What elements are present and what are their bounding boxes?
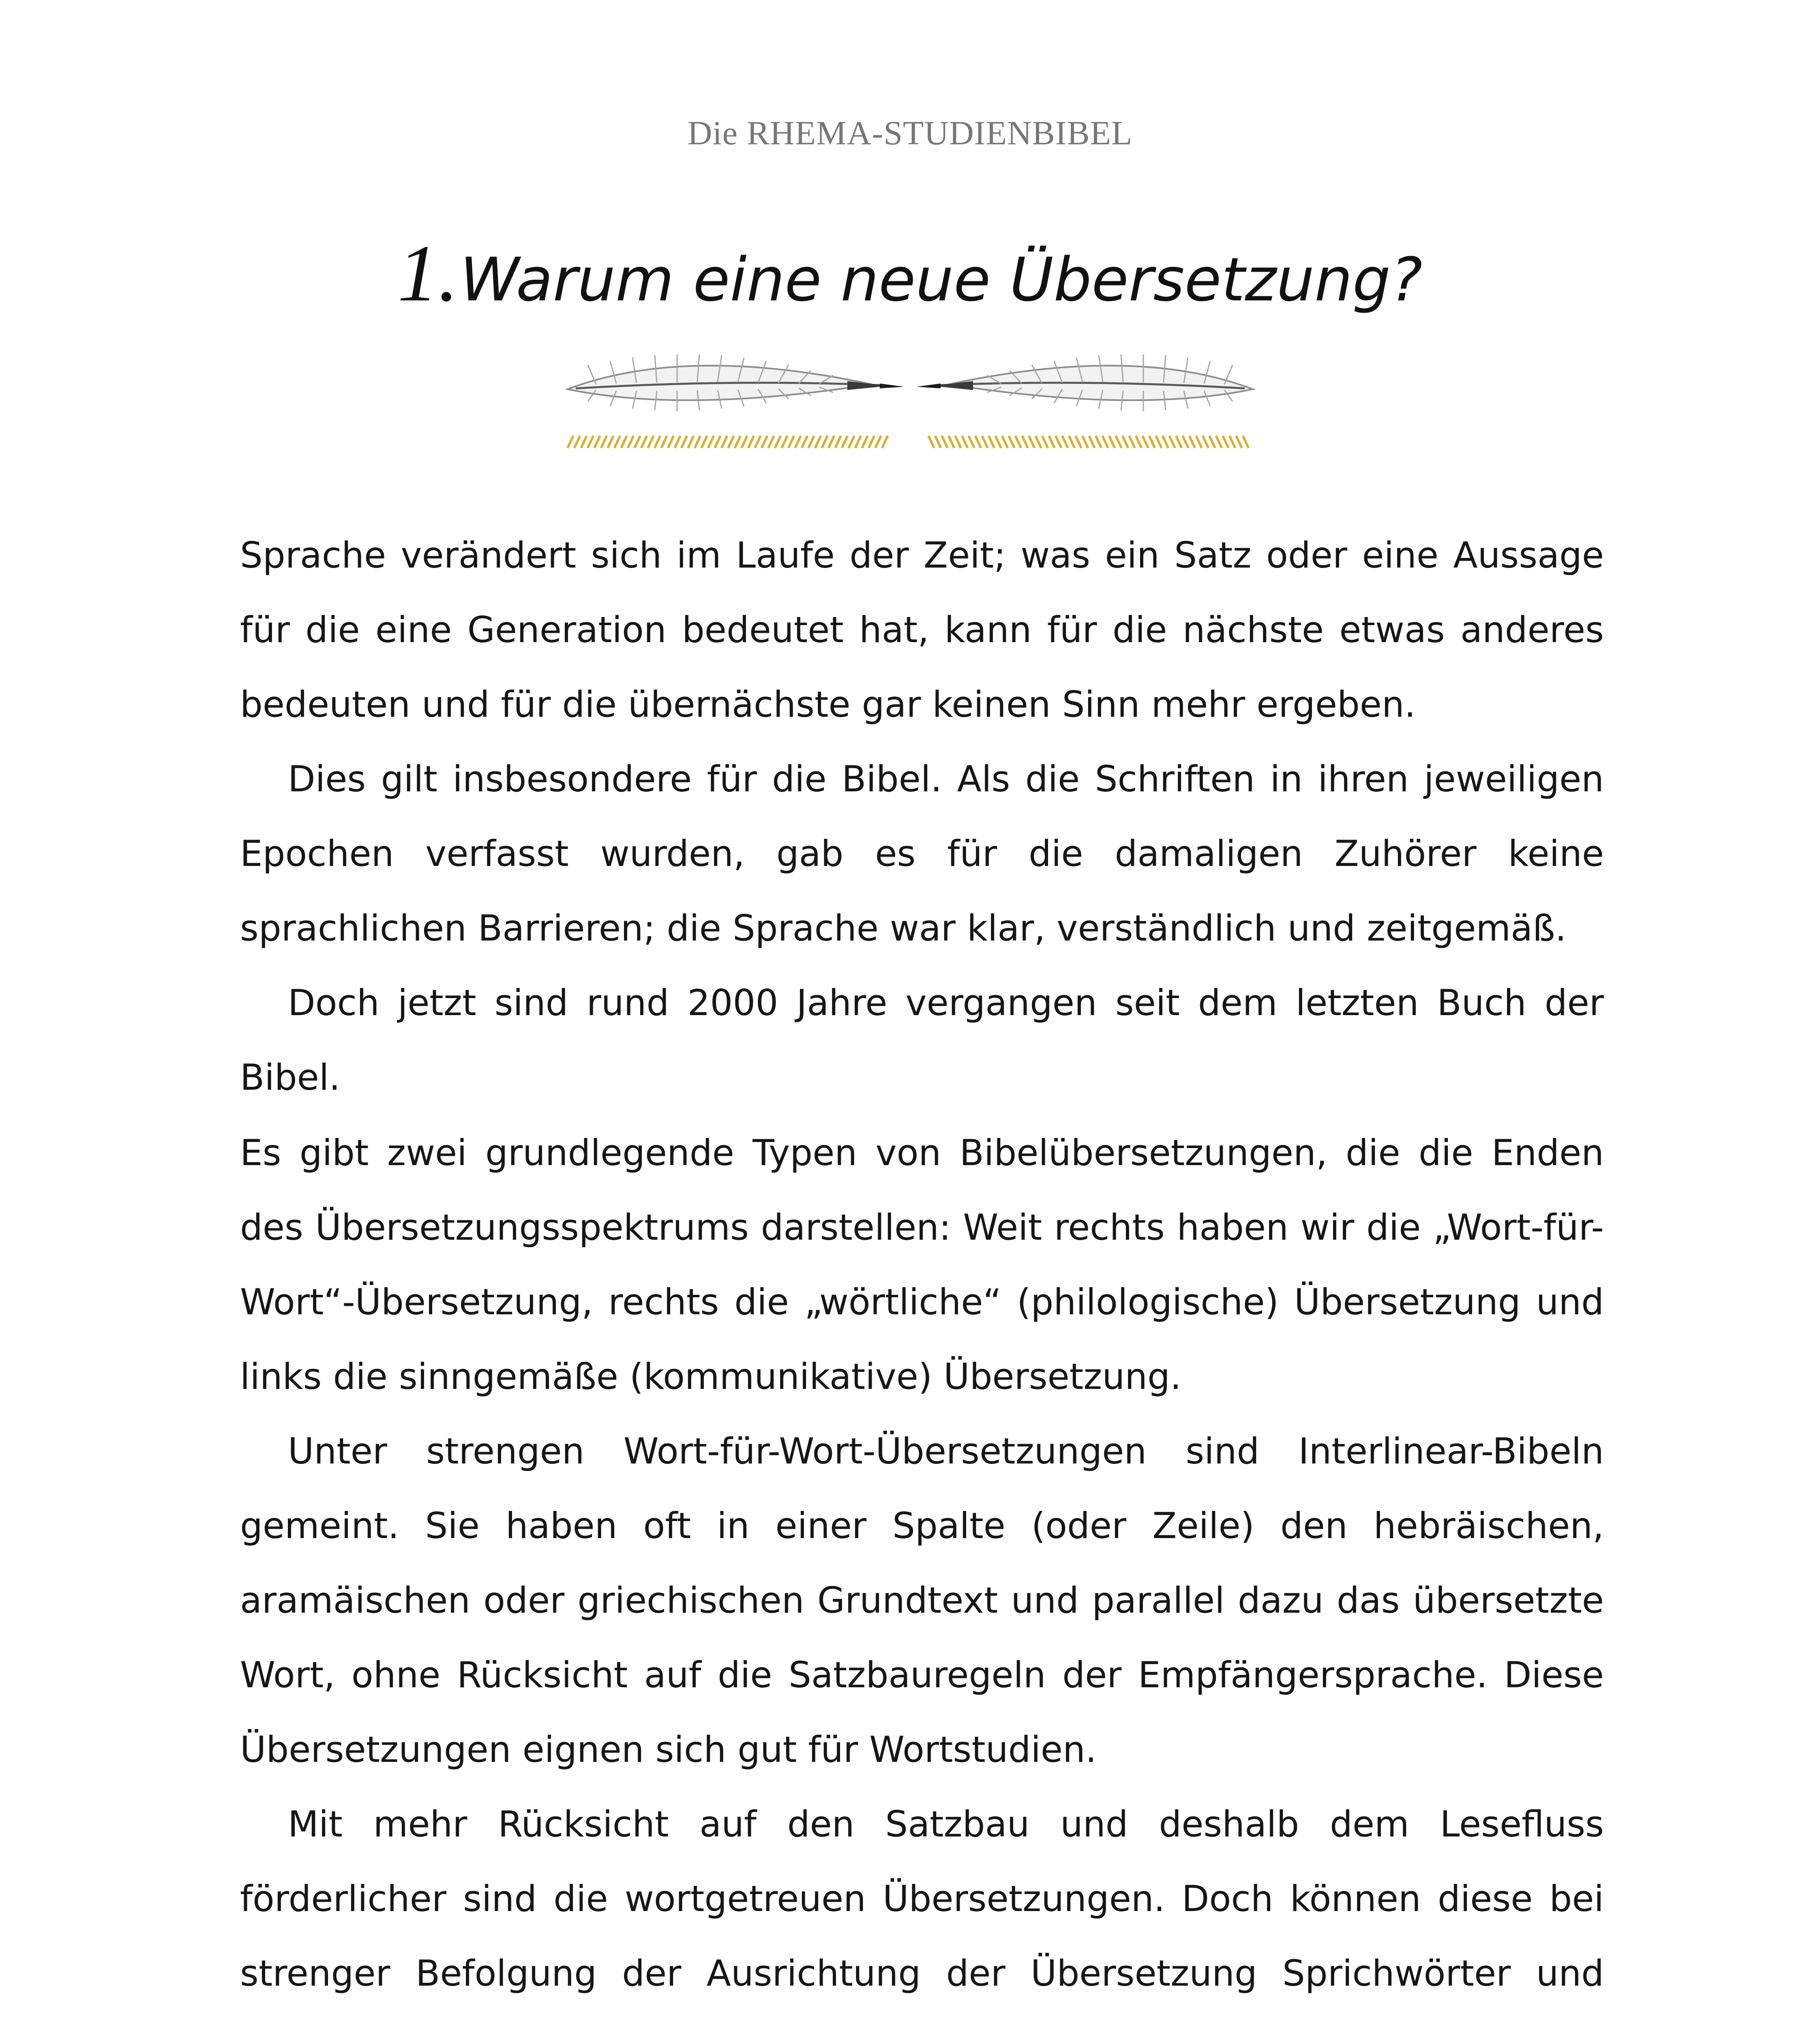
paragraph: Unter strengen Wort-für-Wort-Übersetzungen sind Interlinear-Bibeln gemeint. Sie haben oft in einer Spalte (oder Zeile) den hebräischen, aramäischen oder griechischen Grundtext und parallel dazu das übersetzte Wort, ohne Rücksicht auf die Satzbauregeln der Empfängersprache. Diese Übersetzungen eignen sich gut für Wortstudien. xyxy=(240,1430,1604,1770)
paragraph: Doch jetzt sind rund 2000 Jahre vergangen seit dem letzten Buch der Bibel. xyxy=(240,982,1604,1098)
hatch-right-icon xyxy=(928,436,1249,448)
running-header: Die RHEMA-STUDIENBIBEL xyxy=(687,114,1133,152)
section-one xyxy=(240,518,1604,1115)
feather-divider-icon xyxy=(564,336,1257,454)
section-two xyxy=(240,1116,1604,2027)
chapter-number: 1. xyxy=(397,229,459,318)
paragraph: Mit mehr Rücksicht auf den Satzbau und deshalb dem Lesefluss förderlicher sind die wortgetreuen Übersetzungen. Doch können diese bei strenger Befolgung der Ausrichtung der Übersetzung Sprichwörter und xyxy=(240,1803,1604,1994)
paragraph: Sprache verändert sich im Laufe der Zeit; was ein Satz oder eine Aussage für die eine Generation bedeutet hat, kann für die nächste etwas anderes bedeuten und für die übernächste gar keinen Sinn mehr ergeben. xyxy=(240,534,1604,725)
paragraph: Es gibt zwei grundlegende Typen von Bibelübersetzungen, die die Enden des Übersetzungsspektrums darstellen: Weit rechts haben wir die „Wort-für-Wort“-Übersetzung, rechts die „wörtliche“ (philologische) Übersetzung und links die sinngemäße (kommunikative) Übersetzung. xyxy=(240,1132,1604,1397)
hatch-left-icon xyxy=(568,436,888,448)
left-feather-icon xyxy=(568,354,904,411)
chapter-title: Warum eine neue Übersetzung? xyxy=(460,245,1423,315)
paragraph: Dies gilt insbesondere für die Bibel. Als die Schriften in ihren jeweiligen Epochen verfasst wurden, gab es für die damaligen Zuhörer keine sprachlichen Barrieren; die Sprache war klar, verständlich und zeitgemäß. xyxy=(240,758,1604,949)
chapter-heading xyxy=(0,227,1820,320)
right-feather-icon xyxy=(916,354,1253,411)
